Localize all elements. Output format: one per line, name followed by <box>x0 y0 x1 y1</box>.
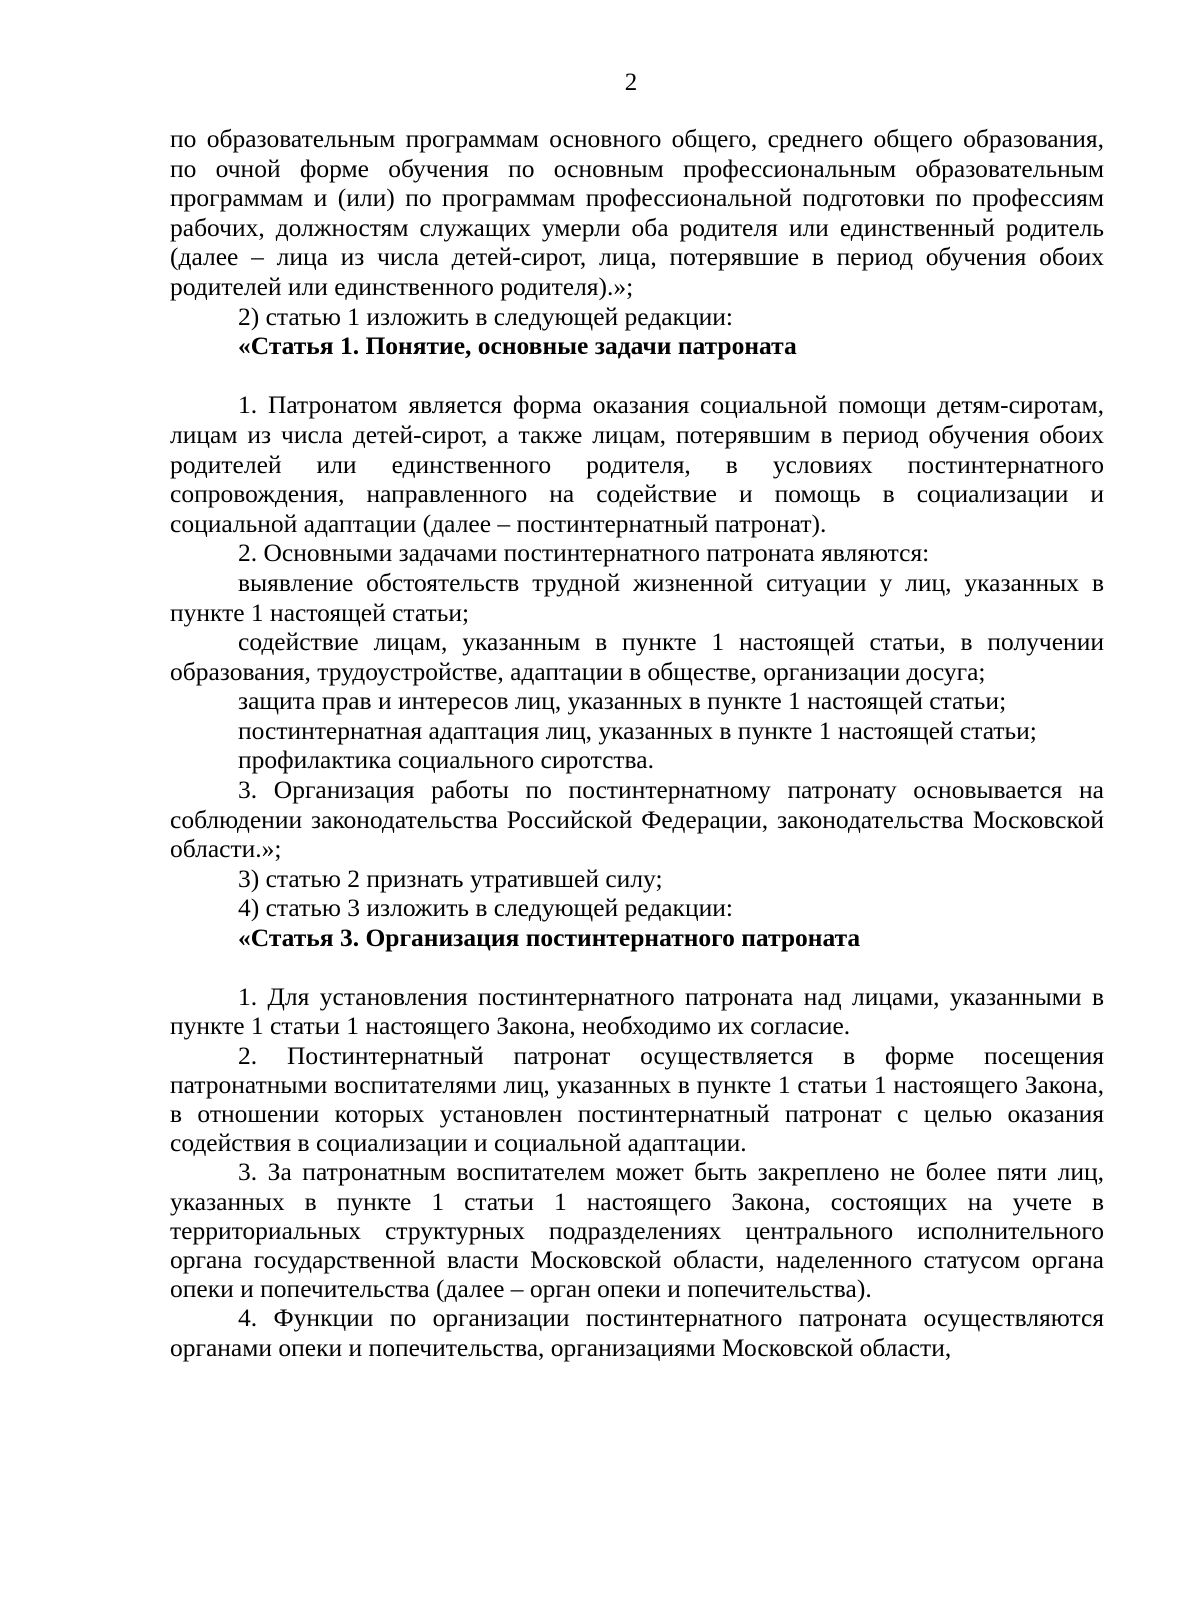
blank-line <box>170 361 1104 391</box>
article-1-point-3: 3. Организация работы по постинтернатному патронату основывается на соблюдении законодательства Российской Федерации, законодательства Московской области.»; <box>170 775 1104 864</box>
article-1-heading: «Статья 1. Понятие, основные задачи патроната <box>238 331 797 361</box>
blank-line <box>170 953 1104 983</box>
amendment-item-3: 3) статью 2 признать утратившей силу; <box>238 863 663 893</box>
article-1-task-2: содействие лицам, указанным в пункте 1 настоящей статьи, в получении образования, трудоустройстве, адаптации в обществе, организации досуга; <box>170 627 1104 686</box>
article-3-point-1: 1. Для установления постинтернатного патроната над лицами, указанными в пункте 1 статьи 1 настоящего Закона, необходимо их согласие. <box>170 982 1104 1041</box>
amendment-item-4: 4) статью 3 изложить в следующей редакции: <box>238 893 733 923</box>
article-3-heading: «Статья 3. Организация постинтернатного патроната <box>238 923 861 953</box>
article-3-point-4: 4. Функции по организации постинтернатного патроната осуществляются органами опеки и попечительства, организациями Московской области, <box>170 1303 1104 1362</box>
article-3-point-2: 2. Постинтернатный патронат осуществляется в форме посещения патронатными воспитателями лиц, указанных в пункте 1 статьи 1 настоящего Закона, в отношении которых установлен постинтернатный патронат с целью оказания содействия в социализации и социальной адаптации. <box>170 1040 1104 1158</box>
paragraph-continuation: по образовательным программам основного общего, среднего общего образования, по очной форме обучения по основным профессиональным образовательным программам и (или) по программам профессиональной подготовки по профессиям рабочих, должностям служащих умерли оба родителя или единственный родитель (далее – лица из числа детей-сирот, лица, потерявшие в период обучения обоих родителей или единственного родителя).»; <box>170 124 1104 301</box>
article-1-task-5: профилактика социального сиротства. <box>238 745 654 775</box>
article-3-point-3: 3. За патронатным воспитателем может быть закреплено не более пяти лиц, указанных в пункте 1 статьи 1 настоящего Закона, состоящих на учете в территориальных структурных подразделениях центрального исполнительного органа государственной власти Московской области, наделенного статусом органа опеки и попечительства (далее – орган опеки и попечительства). <box>170 1157 1104 1304</box>
article-1-task-3: защита прав и интересов лиц, указанных в пункте 1 настоящей статьи; <box>238 686 1007 716</box>
article-1-point-2: 2. Основными задачами постинтернатного патроната являются: <box>238 538 930 568</box>
document-body <box>170 124 1104 1362</box>
amendment-item-2: 2) статью 1 изложить в следующей редакции: <box>238 301 733 331</box>
article-1-task-4: постинтернатная адаптация лиц, указанных в пункте 1 настоящей статьи; <box>238 715 1037 745</box>
article-1-task-1: выявление обстоятельств трудной жизненной ситуации у лиц, указанных в пункте 1 настоящей статьи; <box>170 567 1104 627</box>
page-number: 2 <box>624 69 638 96</box>
article-1-point-1: 1. Патронатом является форма оказания социальной помощи детям-сиротам, лицам из числа детей-сирот, а также лицам, потерявшим в период обучения обоих родителей или единственного родителя, в условиях постинтернатного сопровождения, направленного на содействие и помощь в социализации и социальной адаптации (далее – постинтернатный патронат). <box>170 390 1104 538</box>
